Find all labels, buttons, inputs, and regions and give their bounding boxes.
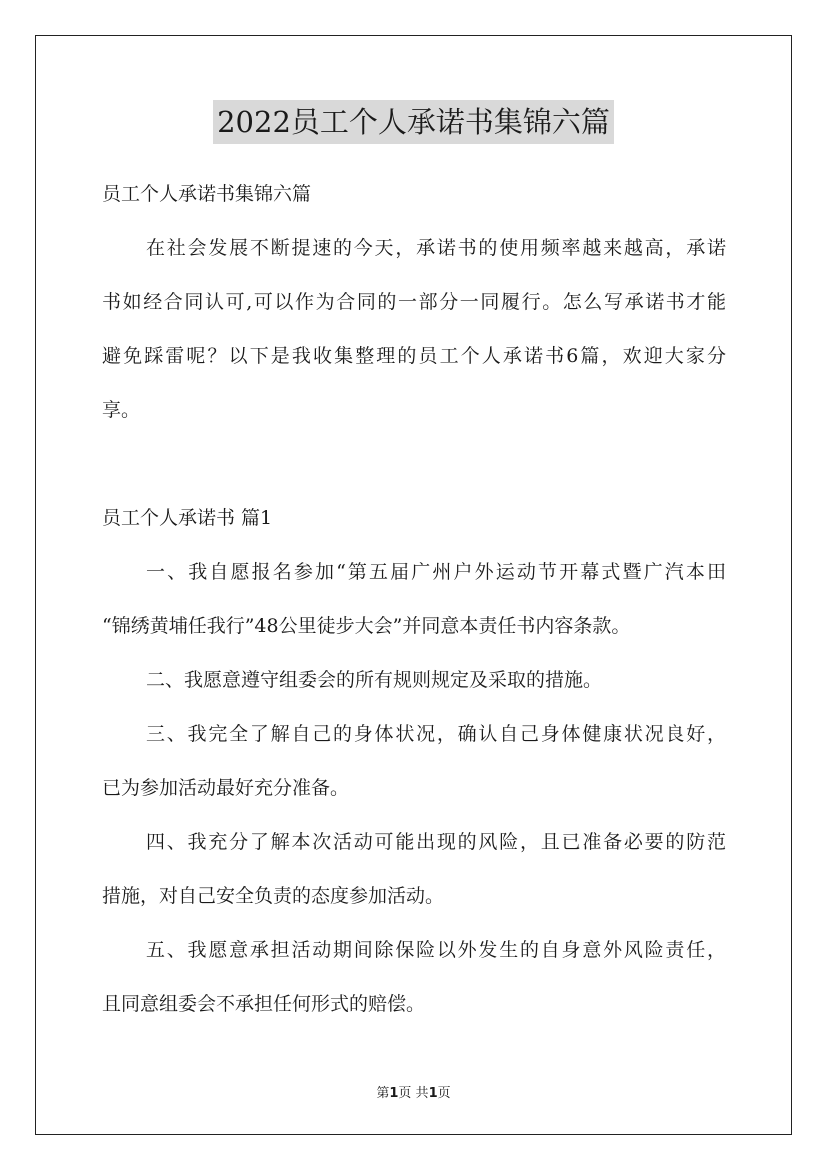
section-heading: 员工个人承诺书 篇1 xyxy=(102,507,273,529)
page-footer xyxy=(0,1082,827,1101)
item-line-2: “锦绣黄埔任我行”48公里徒步大会”并同意本责任书内容条款。 xyxy=(102,615,631,637)
item-line-4: 三、我完全了解自己的身体状况，确认自己身体健康状况良好， xyxy=(146,723,726,745)
footer-page-mid: 页 共 xyxy=(398,1086,429,1101)
item-line-3: 二、我愿意遵守组委会的所有规则规定及采取的措施。 xyxy=(146,669,603,691)
item-line-1: 一、我自愿报名参加“第五届广州户外运动节开幕式暨广汽本田 xyxy=(146,561,726,583)
footer-page-current: 1 xyxy=(389,1086,399,1101)
item-line-7: 措施，对自己安全负责的态度参加活动。 xyxy=(102,885,445,907)
item-line-6: 四、我充分了解本次活动可能出现的风险，且已准备必要的防范 xyxy=(146,831,726,853)
intro-line-1: 在社会发展不断提速的今天，承诺书的使用频率越来越高，承诺 xyxy=(146,237,726,259)
intro-line-3: 避免踩雷呢？以下是我收集整理的员工个人承诺书6篇，欢迎大家分 xyxy=(102,345,726,367)
footer-page-suffix: 页 xyxy=(437,1086,451,1101)
intro-line-4: 享。 xyxy=(102,399,141,421)
title-container xyxy=(0,100,827,144)
item-line-5: 已为参加活动最好充分准备。 xyxy=(102,777,350,799)
footer-page-prefix: 第 xyxy=(376,1086,390,1101)
footer-page-total: 1 xyxy=(428,1086,438,1101)
item-line-8: 五、我愿意承担活动期间除保险以外发生的自身意外风险责任， xyxy=(146,939,726,961)
item-line-9: 且同意组委会不承担任何形式的赔偿。 xyxy=(102,993,426,1015)
intro-line-2: 书如经合同认可,可以作为合同的一部分一同履行。怎么写承诺书才能 xyxy=(102,291,726,313)
document-subtitle: 员工个人承诺书集锦六篇 xyxy=(102,183,312,205)
document-title: 2022员工个人承诺书集锦六篇 xyxy=(213,100,614,144)
